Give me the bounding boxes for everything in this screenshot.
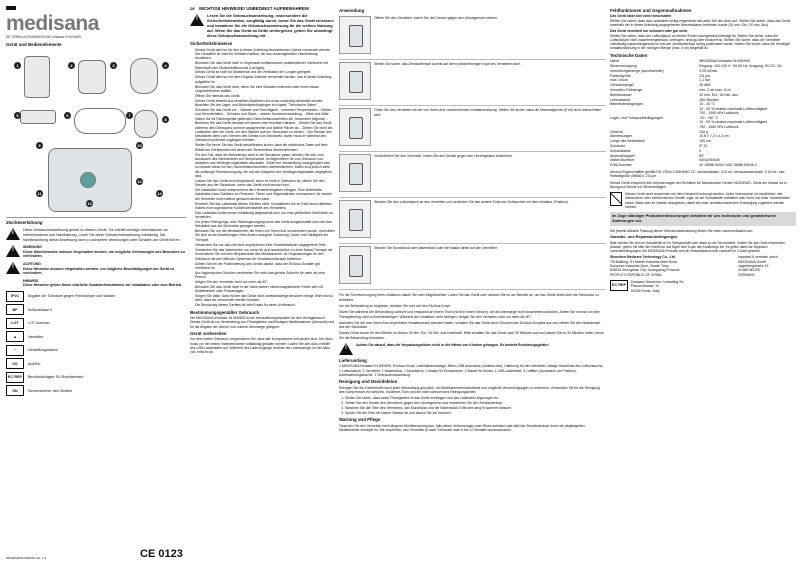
tech-value: Eingang: 100-240 V~ 50-60 Hz, Ausgang: 5V DC, 2A [699, 63, 782, 68]
tech-value: min. 2 ml; max. 8 ml [699, 87, 731, 92]
safety-item: • Benutzen Sie das Gerät nicht in Gegenwart entflammbarer anästhetischer Gemische mit Sauerstoff oder Distickstoffmonoxid (Lachgas). [195, 61, 335, 70]
symbol-row [6, 304, 186, 315]
symbol-bf-icon: BF [6, 304, 24, 315]
tech-label: Betriebsdauer [610, 92, 632, 97]
column-devices [6, 6, 186, 561]
clean-heading: Reinigung und Desinfektion [339, 379, 398, 385]
usage-step [339, 244, 606, 290]
symbol-text: Bevollmächtigter EU-Repräsentant [28, 375, 84, 380]
error-1-title: Das Gerät lässt sich nicht einschalten [610, 14, 672, 19]
safety-item: • Benutzen Sie das Gerät nicht, wenn Sie eine Schaden erkennen oder Ihnen etwas Ungewöhnliches auffällt. [195, 85, 335, 94]
tech-label: Verneblungsmenge (durchschnittl.) [610, 68, 665, 73]
safety-item: • Dieses Gerät besteht aus sensiblen Bauteilen und muss vorsichtig behandelt werden. Beachten Sie die Lager- und Betriebsbedingungen im Kapitel "Technische Daten". [195, 99, 335, 108]
device-mask [130, 58, 158, 94]
note-title: HINWEIS [23, 278, 39, 283]
purpose-text: Die MEDISANA Inhalator IN 600/605 ist ein Aerosoltherapiesystem für den Heimgebrauch. Dieses Gerät ist zur Vernebelung von Flüssigkeiten und flüssigen Medikamenten (Aerosole) und für die Abgabe der oberen und unteren Atemwege geeignet. [190, 315, 335, 329]
norms-text-2: Dieses Gerät entspricht den Anforderungen der Richtlinie für Medizinische Geräte 93/42/EWG. Gerät der Klasse IIa in Bezug auf Schutz vor Stromschlägen. [610, 180, 787, 189]
error-2-title: Das Gerät vernebelt nur schwach oder gar nicht [610, 29, 688, 34]
warning-icon: ! [190, 14, 204, 26]
symbol-date-icon: ~ [6, 345, 24, 356]
warning-box [6, 245, 186, 259]
tech-value: II [699, 148, 702, 153]
note-box [6, 279, 186, 288]
step-illustration-icon [339, 16, 371, 54]
bin-icon [610, 192, 622, 206]
notice-text: Im Zuge ständiger Produktverbesserungen behalten wir uns technische und gestalterische Änderungen vor. [612, 214, 776, 224]
tech-value: BF [699, 153, 704, 158]
symbol-row [6, 291, 186, 302]
symbol-row [6, 331, 186, 342]
tech-row [610, 102, 796, 116]
usage-step [339, 60, 606, 106]
part-number-3: 3 [110, 62, 117, 69]
usage-step [339, 14, 606, 60]
symbol-lot-icon: LOT [6, 318, 24, 329]
safety-item: • Neigen Sie den Vernebler nicht um mehr als 60°. [195, 280, 335, 284]
importer-address [738, 255, 796, 276]
tech-label: Länge des Netzkabels [610, 139, 645, 144]
clean-steps [339, 396, 606, 415]
part-number-5: 5 [14, 112, 21, 119]
symbol-text: Angabe der Schutzart gegen Fremdkörper und Wasser [28, 294, 116, 299]
warranty-text: Bitte wenden Sie sich im Garantiefall an Ihr Fachgeschäft oder direkt an die Servicestelle. Sollten Sie das Gerät einschicken müssen, geben Sie bitte den Defekt an und fügen eine Kopie des Kaufbelegs bei. Es gelten dabei die folgenden Garantiebedingungen: Auf MEDISANA Produkte wird ab Verkaufsdatum eine Garantie für 3 Jahre gewährt. [610, 241, 785, 254]
column-specs [610, 6, 796, 561]
tech-value: 0,25 ml/min. [699, 68, 719, 73]
safety-list [190, 48, 335, 308]
explain-box [6, 228, 186, 242]
artno-top [6, 6, 16, 10]
tech-label: Geräuschpegel [610, 83, 634, 88]
symbol-power-icon: I/O [6, 358, 24, 369]
brand-logo: medisana [6, 12, 99, 35]
caution-box [6, 262, 186, 276]
step-text: Öffnen Sie den Vernebler, indem Sie den Deckel gegen den Uhrzeigersinn drehen. [374, 16, 498, 21]
ecrep-icon: EC REP [610, 280, 628, 291]
start-heading: Gerät vorbereiten [190, 330, 227, 336]
tech-label: Name [610, 59, 620, 64]
dispose-text: Dieses Gerät nicht zusammen mit dem Hausmüll entsorgt werden. Jeder Verbraucher ist verpflichtet, alle elektrischen oder elektronischen Geräte, egal, ob sie Schadstoffe enthalten oder nicht, bei einer Sammelstelle seiner Stadt oder im Handel abzugeben, damit sie einer umweltschonenden Entsorgung zugeführt werden können. [625, 192, 790, 210]
norms-text: Aerosol-Eigenschaften gemäß EN 13544-1 ANHANG CC; Aerosolabsatz: 0,51 ml; Aerosolausstoßrate: 0,16 ml / min.; Partikelgröße (MMAD): 2,8 µm [610, 169, 787, 179]
notice-box [610, 212, 796, 225]
care-heading: Wartung und Pflege [339, 417, 381, 423]
ecrep-line: Piazza Albania, 10 [631, 284, 659, 289]
usage-warning [339, 343, 606, 355]
tech-row [610, 116, 796, 130]
explain-text: Diese Gebrauchsanweisung gehört zu diesem Gerät. Sie enthält wichtige Informationen zur Inbetriebnahme und Handhabung. Lesen Sie diese Gebrauchsanweisung vollständig. Die Nichtbeachtung dieser Anweisung kann zu schweren Verletzungen oder Schäden am Gerät führen. [23, 228, 181, 242]
article-line: DE GEBRAUCHSANWEISUNG Inhalator IN 600/605 [6, 35, 81, 39]
error-1-text: Stellen Sie sicher, dass das Ladekabel richtig eingesteckt ist/Laden Sie den Akku auf. Stellen Sie sicher, dass das Gerät innerhalb der in dieser Anleitung angegebenen Betriebsdauer betrieben wurde (30 min. Ein / 30 min. Aus). [610, 18, 790, 27]
address-block [610, 255, 796, 276]
importer-line: imported & verteilen durch [738, 255, 778, 260]
tech-row [610, 163, 796, 168]
importer-line: GERMANY [738, 272, 756, 277]
safety-item: • Lassen Sie das Gerät nicht eingesteckt, wenn es nicht in Gebrauch ist; ziehen Sie den Stecker aus der Steckdose, wenn das Gerät nicht benutzt wird. [195, 179, 335, 188]
importer-line: MEDISANA GmbH [738, 259, 767, 264]
ecrep-line: 00153 Rome / Italy [631, 288, 660, 293]
explain-heading: Zeichenerklärung [6, 220, 43, 225]
device-nebulizer-cup [78, 60, 106, 94]
part-number-1: 1 [14, 62, 21, 69]
tech-label: Anwendungsteil [610, 153, 635, 158]
tech-label: Stromversorgung [610, 63, 637, 68]
step-text: Stellen Sie sicher, das Zerstäuberkopf korrekt auf dem zylinderförmigen Kopf des Verneblers sitzt. [374, 62, 521, 67]
clean-text: Reinigen Sie die Zubehörteile nach jeder Behandlung gründlich, um Medikamentenrückstände und mögliche Verunreinigungen zu entfernen. Verwenden Sie für die Reinigung des Kompressors ein weiches, trockenes Tuch und ein nicht scheuerndes Reinigungsmittel. [339, 385, 601, 395]
step-text: Füllen Sie den Vernebler mit der von Ihrem Arzt verschriebenen Inhalationslösung. Stellen Sie sicher, dass die Maximalgrenze (8 ml) nicht überschritten wird. [374, 108, 602, 117]
tech-value: 10 - 40 °C 10 - 90 % relative maximale Luftfeuchtigkeit 700 - 1060 hPa Luftdruck [699, 102, 767, 116]
safety-item: • Schützen Sie das Gerät vor: - Wasser und Feuchtigkeit, - extremen Temperaturen - Stößen und Herunterfallen, - Schmutz und Staub, - starker Sonneneinstrahlung, - Hitze und Kälte [195, 108, 335, 117]
tech-value: 30 min. Ein / 30 min. Aus [699, 92, 738, 97]
tech-heading: Technische Daten [610, 52, 648, 58]
symbol-ecrep-icon: EC REP [6, 372, 24, 383]
safety-item: • Aus hygienischen Gründen verwenden Sie nicht das gleiche Zubehör für mehr als eine Person. [195, 271, 335, 280]
symbol-text: Seriennummer des Gerätes [28, 388, 73, 393]
safety-item: • Sorgen Sie dafür, dass Kinder das Gerät nicht unbeaufsichtigt benutzen; einige Teile sind so klein, dass sie verschluckt werden könnten. [195, 294, 335, 303]
safety-item: • Das Ladekabel sollte immer vollständig abgewickelt sein, um eine gefährliche Überhitzen zu vermeiden. [195, 211, 335, 220]
symbol-text: Hersteller [28, 334, 44, 339]
usage-heading: Anwendung [339, 8, 365, 13]
tech-label: Betriebsbedingungen [610, 102, 644, 107]
device-hose [74, 108, 126, 134]
part-number-11: 11 [37, 191, 42, 196]
manufacturer-line: 528415 Zhongshan City, Guangdong Province [610, 268, 680, 273]
safety-item: • Die Installation muss entsprechend den Herstellerangaben erfolgen. Eine fehlerhafte Installation kann Schäden an Personen, Tieren und Gegenständen verursachen, für welche der Hersteller nicht haftbar gemacht werden kann. [195, 188, 335, 201]
note-text: Diese Hinweise geben Ihnen nützliche Zusatzinformationen zur Installation oder zum Betrieb. [23, 283, 182, 288]
safety-item: • Verwenden Sie das Nasenstück nur, wenn Ihr Arzt ausdrücklich zu einer Nasal-Therapie rät. [195, 248, 335, 252]
symbol-sn-icon: SN [6, 385, 24, 396]
usage-para-4: Nachdem Sie die vom Ihrem Arzt empfohlene Inhalationszeit beendet haben, schalten Sie das Gerät durch Drücken des Ein/Aus-Knopfes aus und ziehen Sie den Netzstecker aus der Steckdose. [339, 320, 601, 330]
column-usage [339, 6, 606, 561]
symbol-list [6, 291, 186, 397]
part-number-12: 12 [137, 179, 142, 184]
language-code: DE [190, 6, 195, 11]
part-number-7: 7 [126, 112, 133, 119]
tech-value: 2,8 µm [699, 73, 711, 78]
symbol-text: Herstellungsdatum [28, 348, 58, 353]
tech-label: Vernebler Füllmenge [610, 87, 643, 92]
safety-item: • Kontrollieren Sie auf dem Beipackzettel des Medikaments, ob Gegenanzeigen für den Gebrauch mit den üblichen Systemen für Inhalationstherapie bestehen. [195, 252, 335, 261]
purpose-heading: Bestimmungsgemäßer Gebrauch [190, 309, 260, 315]
book-icon: i [6, 228, 20, 240]
clean-step: 3. Waschen Sie alle Teile des Verneblers, das Mundstück und die Nasenstück 5 Minuten lang in warmem Wasser. [345, 406, 606, 410]
symbol-text: LOT-Nummer [28, 321, 50, 326]
divider [6, 217, 186, 218]
importer-line: Jagenbergstraße 19 [738, 264, 769, 269]
safety-heading: Sicherheitshinweise [190, 41, 233, 47]
step-text: Stecken Sie den Luftschlauch an den Vernebler und verbinden Sie das andere Ende des Schlauches mit dem Inhalator (Position). [374, 200, 569, 205]
scope-heading: Lieferumfang [339, 358, 367, 364]
important-heading: WICHTIGE HINWEISE! UNBEDINGT AUFBEWAHREN! [198, 6, 310, 11]
safety-item: • Für den Fall, dass der Netzstecker nicht in die Steckdose passt, wenden Sie sich zum Austausch des Netzsteckers an Fachpersonal. Im Allgemeinen ist vom Gebrauch von Adaptern und Verlängerungskabeln abzuraten. Sollte ihre Verwendung unumgänglich sein, so müssen diese mit den Sicherheitsvorschriften übereinstimmen. Dabei sind jedoch stets die zulässige Stromversorgung, die auf den Adaptern und Verlängerungskabeln angegeben sind. [195, 153, 335, 179]
tech-table [610, 59, 796, 168]
tech-label: EAN-Nummer [610, 163, 632, 168]
tech-value: 45 dBA [699, 83, 711, 88]
warning-text: Diese Warnhinweise müssen eingehalten werden, um mögliche Verletzungen des Benutzers zu verhindern. [23, 249, 185, 259]
usage-warning-text: Achten Sie darauf, dass die Verpackungsfolien nicht in die Hände von Kindern gelangen. Es besteht Erstickungsgefahr! [356, 343, 549, 348]
step-illustration-icon [339, 108, 371, 146]
device-mask-child [134, 110, 158, 138]
clean-step: 4. Spülen Sie die Teile mit klarem Wasser ab und lassen Sie sie trocknen. [345, 411, 606, 415]
caution-title: ACHTUNG [23, 261, 41, 266]
tech-value: -20 - +60 °C 10 - 95 % relative maximale Luftfeuchtigkeit 700 - 1060 hPa Luftdruck [699, 115, 767, 129]
tech-label: Gewicht [610, 129, 623, 134]
start-text: Vor dem ersten Gebrauch vergewissern Sie, dass alle Komponenten vorhanden sind. Der Akku muss vor der ersten Inbetriebnahme vollständig geladen werden. Laden Sie den Akku mithilfe des USB-Ladekabels auf. Während des Ladevorgangs leuchtet die Ladeanzeige; ist der Akku voll, erlischt sie. [190, 337, 333, 355]
usage-steps [339, 14, 606, 290]
symbol-row [6, 358, 186, 369]
tech-value: 400 Stunden [699, 97, 720, 102]
tech-label: Lebensdauer [610, 97, 631, 102]
footnote: 54042/54046 09/2019 Ver. 1.3 [6, 556, 47, 561]
caution-text: Diese Hinweise müssen eingehalten werden, um mögliche Beschädigungen am Gerät zu verhindern. [23, 266, 174, 276]
symbol-text: Schutzklasse II [28, 307, 53, 312]
caution-icon: ! [6, 262, 20, 274]
manufacturer-line: Shenzhen Medicare Technology Co., Ltd [610, 255, 675, 260]
usage-step [339, 106, 606, 152]
part-number-9: 9 [36, 142, 43, 149]
safety-item: • Benutzen Sie nur die Medikamente, die Ihnen von Ihrem Arzt verschrieben wurde, und halten Sie sich an die Anweisungen Ihres Arztes bezüglich Dosierung, Dauer und Häufigkeit der Therapie. [195, 229, 335, 242]
device-nebulizer [24, 56, 50, 98]
device-button [80, 172, 96, 188]
notice-text-2: Die jeweils aktuelle Fassung dieser Gebrauchsanweisung finden Sie unter www.medisana.com [610, 228, 753, 233]
warning-icon: ! [339, 343, 353, 355]
usage-para-3: Sitzen Sie während der Behandlung aufrecht und entspannt an einem Tisch (nicht in einem Sessel), um die Atemwege nicht zusammenzudrücken. Atmen Sie normal, um den Therapieerfolg nicht zu beeinträchtigen. Während der Inhalation nicht hinlegen. Neigen Sie den Vernebler nicht um mehr als 60°. [339, 310, 600, 319]
safety-item: • Die Benutzung dieses Gerätes ist kein Ersatz für einen Arztbesuch. [195, 303, 335, 307]
tech-value: IP 21 [699, 143, 708, 148]
tech-label: Abmessungen [610, 134, 633, 139]
safety-item: • Ersetzen Sie das Ladekabel dieses Gerätes nicht. Kontaktieren Sie im Falle eines defekten Kabels eine zugelassene Kundendienststelle des Herstellers. [195, 202, 335, 211]
safety-item: • Dieses Gerät darf nur für den in dieser Anleitung beschriebenen Zweck verwendet werden. Der Hersteller ist nicht für Schäden haftbar, die aus unsachgemäßer Handhabung resultieren. [195, 48, 335, 61]
ecrep-block [610, 280, 796, 293]
tech-label: Artikel-Nummer [610, 158, 635, 163]
tech-value: 1,1 bar [699, 78, 711, 83]
safety-item: • Öffnen Sie niemals das Gerät. [195, 94, 335, 98]
tech-label: Schutzklasse [610, 148, 631, 153]
symbol-row [6, 345, 186, 356]
symbol-text: Aus/Ein [28, 361, 41, 366]
device-heading: Gerät und Bedienelemente [6, 41, 62, 47]
step-text: Stecken Sie Mundstück oder Nasenstück oder die Maske direkt auf den Vernebler. [374, 246, 498, 251]
tech-label: max. Druck [610, 78, 628, 83]
safety-item: • Verwenden Sie nur das vom Arzt empfohlenen Ihrer Krankheitsbilder angegebene Teile. [195, 243, 335, 247]
tech-value: 54042/54046 [699, 158, 720, 163]
safety-item: • Dieses Gerät ist nicht für Anästhesie und die Ventilation der Lungen geeignet. [195, 70, 335, 74]
manufacturer-line: 7th Building, JH Mobile Industrial Main Road, [610, 259, 678, 264]
safety-item: • Benutzen Sie das Gerät nicht in der Nähe starker elektromagnetischer Felder wie z.B. Mobiltelefone oder Funkanlagen. [195, 285, 335, 294]
safety-item: • Achten Sie bei der Positionierung des Geräts darauf, dass der Ein/Aus-Schalter gut erreichbar ist. [195, 262, 335, 271]
ecrep-line: Donawa Lifescience Consulting Srl [631, 279, 684, 284]
step-illustration-icon [339, 246, 371, 284]
error-2-text: Stellen Sie sicher, dass der Luftschlauch an beiden Enden sachgemäss befestigt ist. Stellen Sie sicher, dass der Luftschlauch nicht zusammengedrückt, verbogen, dreckig oder blockiert ist. Stellen Sie sicher, dass der Vernebler vollständig zusammengesetzt ist und der Zerstäuberkopf richtig positioniert wurde. Stellen Sie sicher, dass die benötigte Inhalationslösung in der richtigen Menge (max. 8 ml) eingefüllt ist. [610, 33, 790, 51]
care-text: Tauschen Sie den Vernebler nach längerer Nichtbenutzung aus, falls dieser Verformungen oder Risse aufweist oder falls der Zerstäuberkopf durch die abgelagerten Medikamente verstopft ist. Wir empfehlen, den Vernebler je nach Gebrauch nach 6 bis 12 Monaten auszutauschen. [339, 423, 585, 433]
part-number-2: 2 [68, 62, 75, 69]
manufacturer-address [610, 255, 732, 276]
step-illustration-icon [339, 154, 371, 192]
tech-label: Lager- und Transportbedingungen [610, 115, 663, 120]
usage-para-2: Um die Behandlung zu beginnen, drücken Sie kurz auf den Ein/Aus-Knopf. [339, 304, 452, 308]
tech-label: Schutzart [610, 143, 625, 148]
part-number-14: 14 [157, 191, 162, 196]
symbol-ip-icon: IP21 [6, 291, 24, 302]
column-safety [190, 6, 335, 561]
device-mouthpiece [20, 110, 56, 124]
manufacturer-line: European Industrial Zone, Xiaolin Town [610, 264, 669, 269]
part-number-8: 8 [162, 116, 169, 123]
part-number-13: 13 [87, 201, 92, 206]
step-text: Verschließen Sie den Vernebler, indem Sie den Deckel gegen den Uhrzeigersinn festdrehen. [374, 154, 513, 159]
tech-value: 40 15588 54042 9/40 15588 54046 3 [699, 163, 757, 168]
important-box [190, 14, 335, 38]
part-number-6: 6 [64, 112, 71, 119]
symbol-row [6, 318, 186, 329]
scope-text: 1 MEDISANA Inhalator IN 600/605, Ein/Aus-Knopf, Ladestandsanzeige, Mikro-USB-Anschluss (Ladebuchse), Halterung für den Vernebler, Ablage Anschluss des Luftschlauchs, 1 Luftschlauch, 1 Vernebler, 1 Nasenstück, 1 Mundstück, 1 Maske für Erwachsene, 1 Maske für Kinder, 1 USB-Ladekabel, 5 Luftfilter (Austausch am Position), Aufbewahrungstasche, 1 Gebrauchsanweisung. [339, 364, 604, 378]
dispose-box [610, 192, 796, 209]
clean-step: 2. Ziehen Sie den Deckel des Verneblers gegen den Uhrzeigersinn und entnehmen Sie den Zerstäuberkopf. [345, 401, 606, 405]
warranty-heading: Garantie- und Reparaturbedingungen [610, 235, 678, 240]
manufacturer-line: PEOPLE'S REPUBLIC OF CHINA [610, 272, 662, 277]
device-figure [6, 50, 186, 215]
tech-value: 150 cm [699, 139, 711, 144]
symbol-row [6, 372, 186, 383]
tech-label: Partikelgröße [610, 73, 631, 78]
safety-item: • Stellen Sie bevor Sie das Gerät anschliessen sicher, dass die elektrische Daten auf dem Etikett am Gerätekoben mit denen der Stromnetzes übereinstimmen. [195, 143, 335, 152]
part-number-10: 10 [137, 143, 142, 148]
ce-mark: CE 0123 [140, 548, 183, 561]
tech-value: 240 g [699, 129, 709, 134]
step-illustration-icon [339, 62, 371, 100]
symbol-row [6, 385, 186, 396]
usage-step [339, 152, 606, 198]
safety-item: • Vor jedem Reinigungs- oder Wartungsvorgang muss das Gerät ausgeschaltet sein und das Netzkabel aus der Steckdose gezogen werden. [195, 220, 335, 229]
importer-line: 41468 NEUSS [738, 268, 761, 273]
usage-para-1: Für die Stromversorgung Ihres Inhalators haben Sie zwei Möglichkeiten: Laden Sie das Gerät oder stecken Sie es am Netzteil an, um das Gerät direkt über die Steckdose zu betreiben. [339, 293, 599, 302]
clean-step: 1. Stellen Sie sicher, dass keine Flüssigkeiten in das Gerät eindringen und das Ladekabel abgezogen ist. [345, 396, 606, 400]
warning-title: WARNUNG [23, 245, 42, 250]
tech-value: 10,8 x 7,2 x 4,4 cm [699, 134, 729, 139]
tech-value: MEDISANA Inhalator IN 600/605 [699, 59, 751, 64]
symbol-manufacturer-icon: ▲ [6, 331, 24, 342]
errors-heading: Fehlfunktionen und Gegenmaßnahmen [610, 8, 692, 13]
usage-step [339, 198, 606, 244]
warning-icon: ! [6, 245, 20, 257]
important-text: Lesen Sie die Gebrauchsanweisung, insbesondere die Sicherheitshinweise, sorgfältig durch, bevor Sie das Gerät einsetzen und bewahren Sie die Gebrauchsanweisung für die weitere Nutzung auf. Wenn Sie das Gerät an Dritte weitergeben, geben Sie unbedingt diese Gebrauchsanweisung mit. [207, 13, 334, 38]
safety-item: • Dieses Gerät darf nur mit dem Original-Zubehör verwendet werden, das in dieser Anleitung aufgeführt ist. [195, 75, 335, 84]
part-number-4: 4 [162, 62, 169, 69]
safety-item: • Halten Sie für Elektrogeräte geltenden Sicherheitsvorschriften ein, besonders folgende: - Berühren Sie das Gerät niemals mit nassen oder feuchten Händen. - Setzen Sie das Gerät während des Gebrauchs auf eine waagerechte und stabile Fläche ab. - Ziehen Sie nicht am Ladekabel oder am Gerät, um den Stecker aus der Steckdose zu ziehen. - Der Stecker des Netzkabels dient zum Trennen des Geräts vom Stromnetz, daher muss er während des Gebrauchs jederzeit zugänglich bleiben. [195, 117, 335, 143]
step-illustration-icon [339, 200, 371, 238]
usage-para-5: Dieses Gerät wurde für den Betrieb im Modus 30 Min. Ein / 30 Min. Aus entwickelt. Bitte schalten Sie das Gerät nach 30 Minuten aus und lassen Sie es 30 Minuten ruhen, bevor Sie die Behandlung fortsetzen. [339, 331, 604, 340]
